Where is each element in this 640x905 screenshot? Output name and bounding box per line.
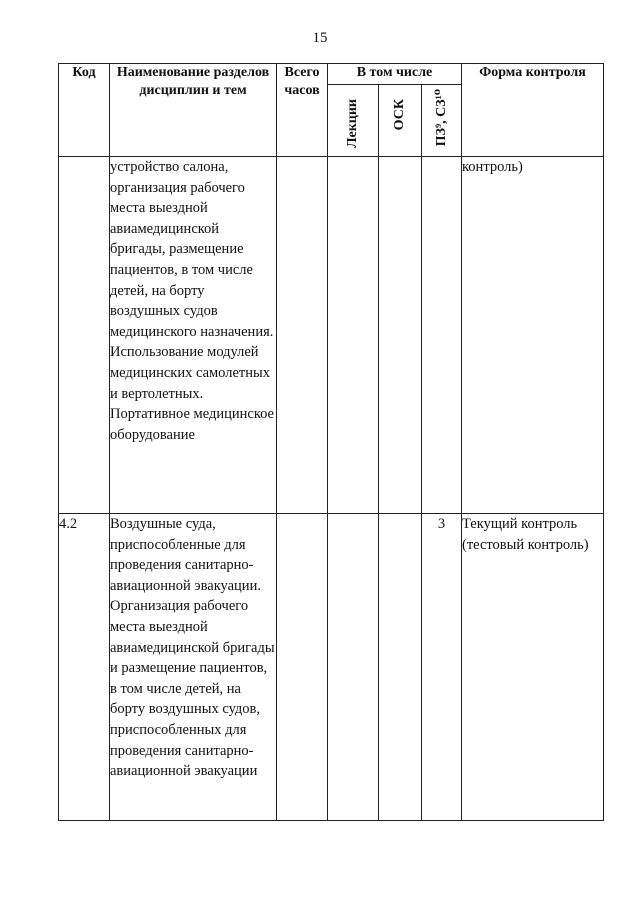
header-osk-cell (379, 85, 422, 157)
row-name: Воздушные суда, приспособленные для проведения санитарно-авиационной эвакуации. Организация рабочего места выездной авиамедицинской бригады и размещение пациентов, в том числе детей, на борту воздушных судов, приспособленных для проведения санитарно-авиационной эвакуации (110, 514, 277, 821)
row-name: устройство салона, организация рабочего места выездной авиамедицинской бригады, размещение пациентов, в том числе детей, на борту воздушных судов медицинского назначения. Использование модулей медицинских самолетных и вертолетных. Портативное медицинское оборудование (110, 157, 277, 514)
row-pz-sz: 3 (422, 514, 462, 821)
row-pz-sz (422, 157, 462, 514)
header-total: Всего часов (277, 64, 328, 157)
row-form: контроль) (462, 157, 604, 514)
row-osk (379, 514, 422, 821)
row-lectures (328, 514, 379, 821)
header-form: Форма контроля (462, 64, 604, 157)
header-pz-sz: ПЗ⁹, СЗ¹⁰ (433, 89, 449, 147)
curriculum-table (58, 63, 604, 821)
row-total (277, 514, 328, 821)
table-row (59, 157, 604, 514)
row-code (59, 157, 110, 514)
header-lectures: Лекции (345, 99, 360, 148)
table-row (59, 514, 604, 821)
header-pz-sz-cell (422, 85, 462, 157)
header-name: Наименование разделов дисциплин и тем (110, 64, 277, 157)
row-osk (379, 157, 422, 514)
header-osk: ОСК (392, 99, 407, 131)
header-lectures-cell (328, 85, 379, 157)
row-total (277, 157, 328, 514)
row-form: Текущий контроль (тестовый контроль) (462, 514, 604, 821)
header-code: Код (59, 64, 110, 157)
row-lectures (328, 157, 379, 514)
row-code: 4.2 (59, 514, 110, 821)
page-number: 15 (312, 30, 328, 46)
header-including: В том числе (328, 64, 462, 85)
